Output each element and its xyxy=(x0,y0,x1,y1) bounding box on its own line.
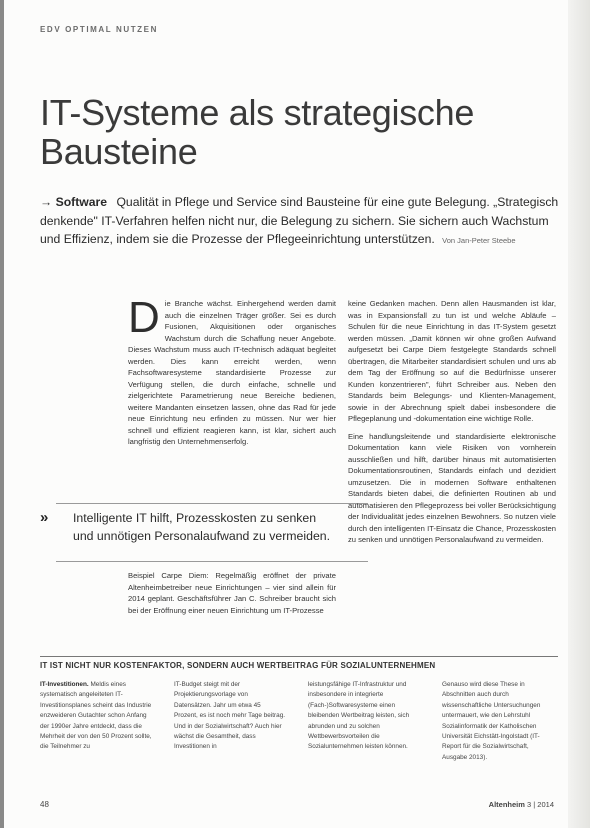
paragraph-text: Beispiel Carpe Diem: Regelmäßig eröffnet der private Altenheimbetreiber neue Einrichtungen – vier sind allein für 2014 geplant. Geschäftsführer Jan C. Schreiber braucht sich bei der Eröffnung einer neuen Einrichtung um IT-Prozesse xyxy=(128,571,336,615)
magazine-name: Altenheim xyxy=(488,800,525,809)
info-box-text: Meldis eines systematisch angeleiteten IT-Investitionsplanes scheint das Industrie enzweideren Gutachter schon Anfang der 1990er Jahre entdeckt, dass die Mehrheit der von den 50 Prozent sollte, die Teilnehmer zu xyxy=(40,681,152,751)
article-column-1 xyxy=(128,293,336,448)
article-paragraph xyxy=(128,293,336,448)
pull-quote-rule-top xyxy=(56,503,368,504)
page-number: 48 xyxy=(40,800,49,809)
info-box-rule xyxy=(40,656,558,657)
author-byline: Von Jan-Peter Steebe xyxy=(442,236,516,245)
lead-keyword: Software xyxy=(55,195,108,209)
info-box-column-2: IT-Budget steigt mit der Projektierungsvorlage von Datensätzen. Jahr um etwa 45 Prozent, es ist noch mehr Tage beitrag. Und in der Sozialwirtschaft? Auch hier wächst die Gesamtheit, dass Investitionen in xyxy=(174,681,286,751)
section-tag: EDV OPTIMAL NUTZEN xyxy=(40,25,158,34)
info-box-title: IT IST NICHT NUR KOSTENFAKTOR, SONDERN AUCH WERTBEITRAG FÜR SOZIALUNTERNEHMEN xyxy=(40,661,436,670)
article-column-2 xyxy=(348,298,556,546)
info-box-column-1 xyxy=(40,680,152,753)
pull-quote-text: Intelligente IT hilft, Prozesskosten zu senken und unnötigen Personalaufwand zu vermeiden. xyxy=(73,511,331,543)
info-box-column-3: leistungsfähige IT-Infrastruktur und insbesondere in integrierte (Fach-)Softwaresysteme einen bleibenden Wertbeitrag leisten, sich abrunden und zu solchen Wettbewerbsvorteilen die Sozialunternehmen leisten können. xyxy=(308,681,410,751)
page-gutter xyxy=(568,0,590,828)
paragraph-text: keine Gedanken machen. Denn allen Hausmanden ist klar, was in Expansionsfall zu tun ist und welche Abläufe – Schulen für die neue Einrichtung in das IT-System gesetzt werden müssen. „Damit können wir ohne großen Aufwand aufgesetzt bei Carpe Diem festgelegte Standards schnell übertragen, die Mitarbeiter standardisiert schulen und uns ab dem Tag der Eröffnung so auf die Bedürfnisse unserer Kunden konzentrieren", führt Schreiber aus. Neben den Standards beim Belegungs- und Klienten-Management, sowie in der Abrechnung spielt dabei insbesondere die Pflegeplanung und -dokumentation eine wichtige Rolle. xyxy=(348,299,556,423)
info-box xyxy=(40,656,558,780)
article-lead xyxy=(40,193,560,251)
article-title: IT-Systeme als strategische Bausteine xyxy=(40,92,475,172)
page-edge-shadow xyxy=(0,0,4,828)
quote-mark-icon: » xyxy=(40,509,46,526)
info-box-column-4: Genauso wird diese These in Abschnitten auch durch wissenschaftliche Untersuchungen untermauert, wie den Lehrstuhl Sozialinformatik der Katholischen Universität Eichstätt-Ingolstadt (IT-Report für die Sozialwirtschaft, Ausgabe 2013). xyxy=(442,681,541,761)
paragraph-text: ie Branche wächst. Einhergehend werden damit auch die einzelnen Träger größer. Sei es durch Fusionen, Akquisitionen oder organisches Wachstum durch die Schaffung neuer Angebote. Dieses Wachstum muss auch IT-technisch adäquat begleitet werden. Dies kann erreicht werden, wenn Fachsoftwaresysteme standardisierte Prozesse zur Verfügung stellen, die durch einfache, schnelle und zielgerichtete Parametrierung neue Bereiche bedienen, weitere Mandanten einsetzen lassen, ohne das Rad für jede neue Einrichtung neu erfinden zu müssen. Nur wer hier schnell und effizient reagieren kann, ist klar, sichert auch langfristig den Unternehmenserfolg. xyxy=(128,299,336,446)
article-column-1-continued xyxy=(128,570,336,616)
info-box-lead: IT-Investitionen. xyxy=(40,681,89,688)
paragraph-text: Eine handlungsleitende und standardisierte elektronische Dokumentation kann viele Risiken von vornherein ausschließen und hilft, darüber hinaus mit automatisierten Dokumentationsroutinen, Standards einfach und dezidiert umzusetzen. Die in modernen Software enthaltenen Standards bieten dabei, die definierten Routinen ab und automatisieren den Pflegeprozess bei voller Berücksichtigung der Individualität jedes einzelnen Bewohners. So nutzen viele durch den intelligenten IT-Einsatz die Chance, Prozesskosten zu senken und unnötigen Personalaufwand zu vermeiden. xyxy=(348,431,556,544)
drop-cap: D xyxy=(128,293,160,342)
arrow-icon: → xyxy=(40,195,53,209)
issue-info xyxy=(489,800,554,809)
lead-text: Qualität in Pflege und Service sind Bausteine für eine gute Belegung. „Strategisch denkende" IT-Verfahren helfen nicht nur, die Belegung zu sichern. Sie sichern auch Wachstum und Effizienz, indem sie die Prozesse der Pflegeeinrichtung unterstützen. xyxy=(40,195,559,246)
issue-number: 3 | 2014 xyxy=(527,800,554,809)
pull-quote-rule-bottom xyxy=(56,561,368,562)
